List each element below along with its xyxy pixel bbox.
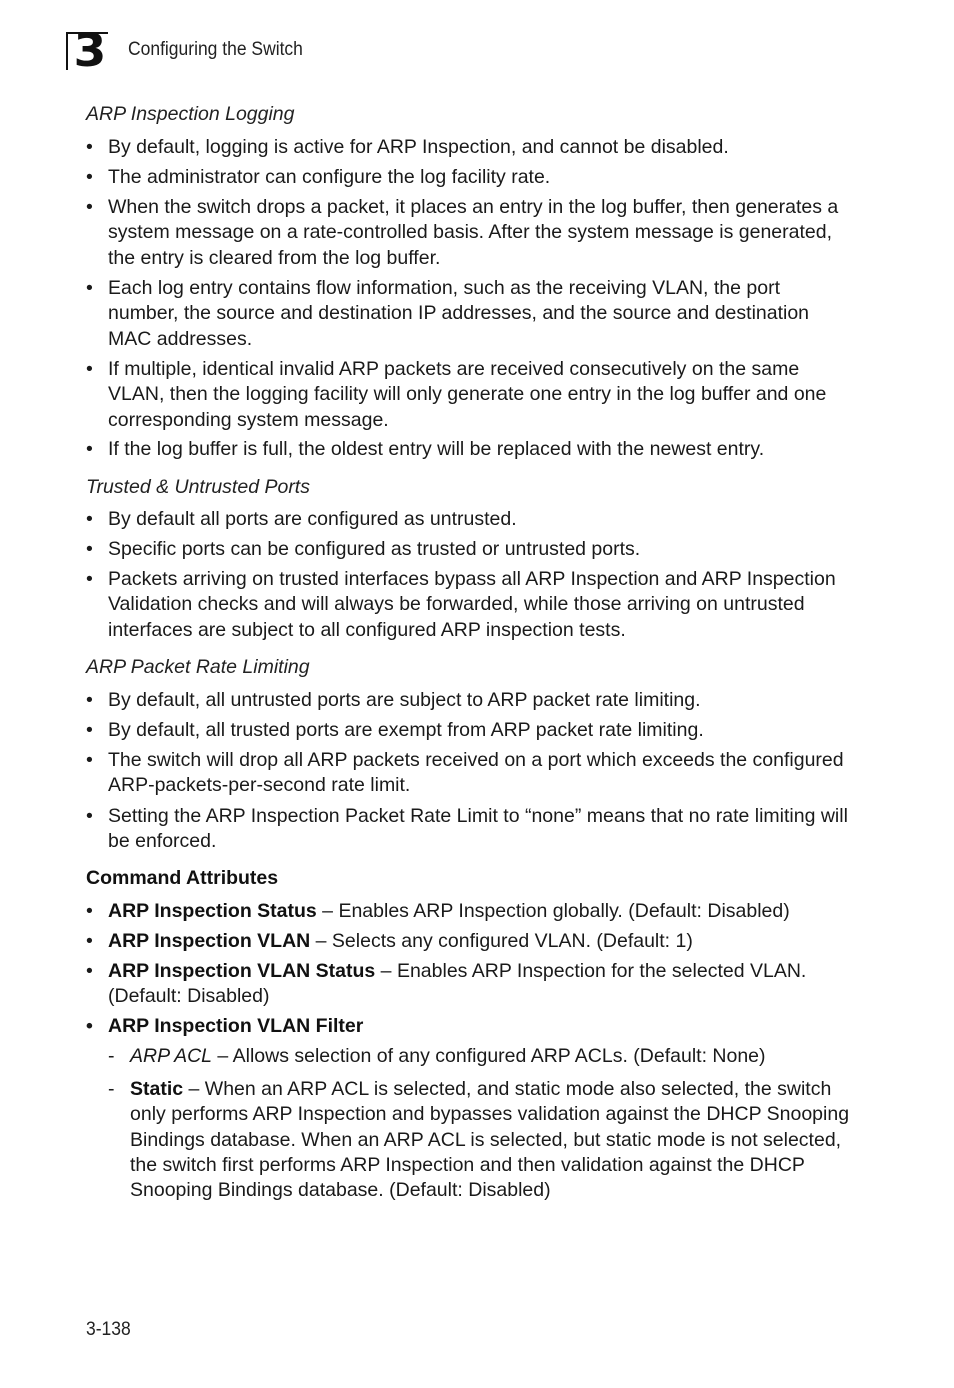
section-heading-rate-limiting: ARP Packet Rate Limiting [86, 656, 310, 678]
bullet-glyph: • [86, 900, 93, 922]
attribute-item [86, 1014, 851, 1039]
sub-attribute-item [108, 1077, 851, 1203]
list-item: • Packets arriving on trusted interfaces bypass all ARP Inspection and ARP Inspection Validation checks and will always be forwarded, while those arriving on untrusted interfaces are subject to all configured ARP inspection tests. [86, 568, 836, 641]
bullet-glyph: • [86, 960, 93, 982]
page-number: 3-138 [86, 1319, 131, 1340]
bullet-glyph: • [86, 689, 93, 711]
attribute-description: – Allows selection of any configured ARP ACLs. (Default: None) [212, 1045, 766, 1067]
section-heading-trusted: Trusted & Untrusted Ports [86, 476, 310, 498]
list-item: • The switch will drop all ARP packets received on a port which exceeds the configured ARP-packets-per-second rate limit. [86, 749, 844, 797]
attribute-description: – When an ARP ACL is selected, and static mode also selected, the switch only performs ARP Inspection and bypasses validation against the DHCP Snooping Bindings database. When an ARP ACL is selected, but static mode is not selected, the switch first performs ARP Inspection and then validation against the DHCP Snooping Bindings database. (Default: Disabled) [130, 1078, 850, 1202]
attribute-term: ARP Inspection VLAN Status [108, 960, 376, 982]
attribute-term: ARP Inspection VLAN [108, 930, 311, 952]
attribute-item [86, 899, 851, 924]
bullet-glyph: • [86, 166, 93, 188]
list-item: • By default, logging is active for ARP Inspection, and cannot be disabled. [86, 135, 851, 160]
section-heading-command-attributes: Command Attributes [86, 867, 279, 889]
bullet-glyph: • [86, 358, 93, 380]
bullet-glyph: • [86, 568, 93, 590]
attribute-item [86, 929, 851, 954]
attribute-term: ARP Inspection Status [108, 900, 317, 922]
bullet-glyph: • [86, 538, 93, 560]
bullet-glyph: • [86, 438, 93, 460]
bullet-glyph: • [86, 805, 93, 827]
bullet-glyph: • [86, 136, 93, 158]
list-item: • Setting the ARP Inspection Packet Rate Limit to “none” means that no rate limiting will be enforced. [86, 805, 848, 853]
attribute-description: – Enables ARP Inspection globally. (Default: Disabled) [316, 900, 790, 922]
list-item: • If the log buffer is full, the oldest entry will be replaced with the newest entry. [86, 437, 851, 462]
list-item: • Each log entry contains flow information, such as the receiving VLAN, the port number, the source and destination IP addresses, and the source and destination MAC addresses. [86, 277, 810, 350]
attribute-term: Static [130, 1078, 184, 1100]
sub-attribute-item [108, 1044, 851, 1069]
bullet-glyph: • [86, 930, 93, 952]
bullet-glyph: • [86, 508, 93, 530]
running-header-title: Configuring the Switch [128, 39, 303, 60]
bullet-glyph: • [86, 196, 93, 218]
list-item: • By default, all untrusted ports are subject to ARP packet rate limiting. [86, 688, 851, 713]
list-item: • By default all ports are configured as untrusted. [86, 507, 851, 532]
list-item: • If multiple, identical invalid ARP packets are received consecutively on the same VLAN, then the logging facility will only generate one entry in the log buffer and one corresponding system message. [86, 358, 827, 431]
dash-glyph: - [108, 1078, 115, 1100]
attribute-term: ARP ACL [130, 1045, 212, 1067]
list-item: • Specific ports can be configured as trusted or untrusted ports. [86, 537, 851, 562]
bullet-glyph: • [86, 1015, 93, 1037]
list-item: • The administrator can configure the log facility rate. [86, 165, 851, 190]
bullet-glyph: • [86, 719, 93, 741]
dash-glyph: - [108, 1045, 115, 1067]
bullet-glyph: • [86, 277, 93, 299]
attribute-term: ARP Inspection VLAN Filter [108, 1015, 364, 1037]
chapter-number: 3 [73, 24, 107, 77]
attribute-description: – Enables ARP Inspection for the selected VLAN. (Default: Disabled) [108, 960, 807, 1008]
attribute-description: – Selects any configured VLAN. (Default: 1) [310, 930, 693, 952]
list-item: • When the switch drops a packet, it places an entry in the log buffer, then generates a system message on a rate-controlled basis. After the system message is generated, the entry is cleared from the log buffer. [86, 196, 839, 269]
section-heading-logging: ARP Inspection Logging [86, 103, 295, 125]
bullet-glyph: • [86, 749, 93, 771]
attribute-item [86, 959, 851, 1010]
list-item: • By default, all trusted ports are exempt from ARP packet rate limiting. [86, 718, 851, 743]
